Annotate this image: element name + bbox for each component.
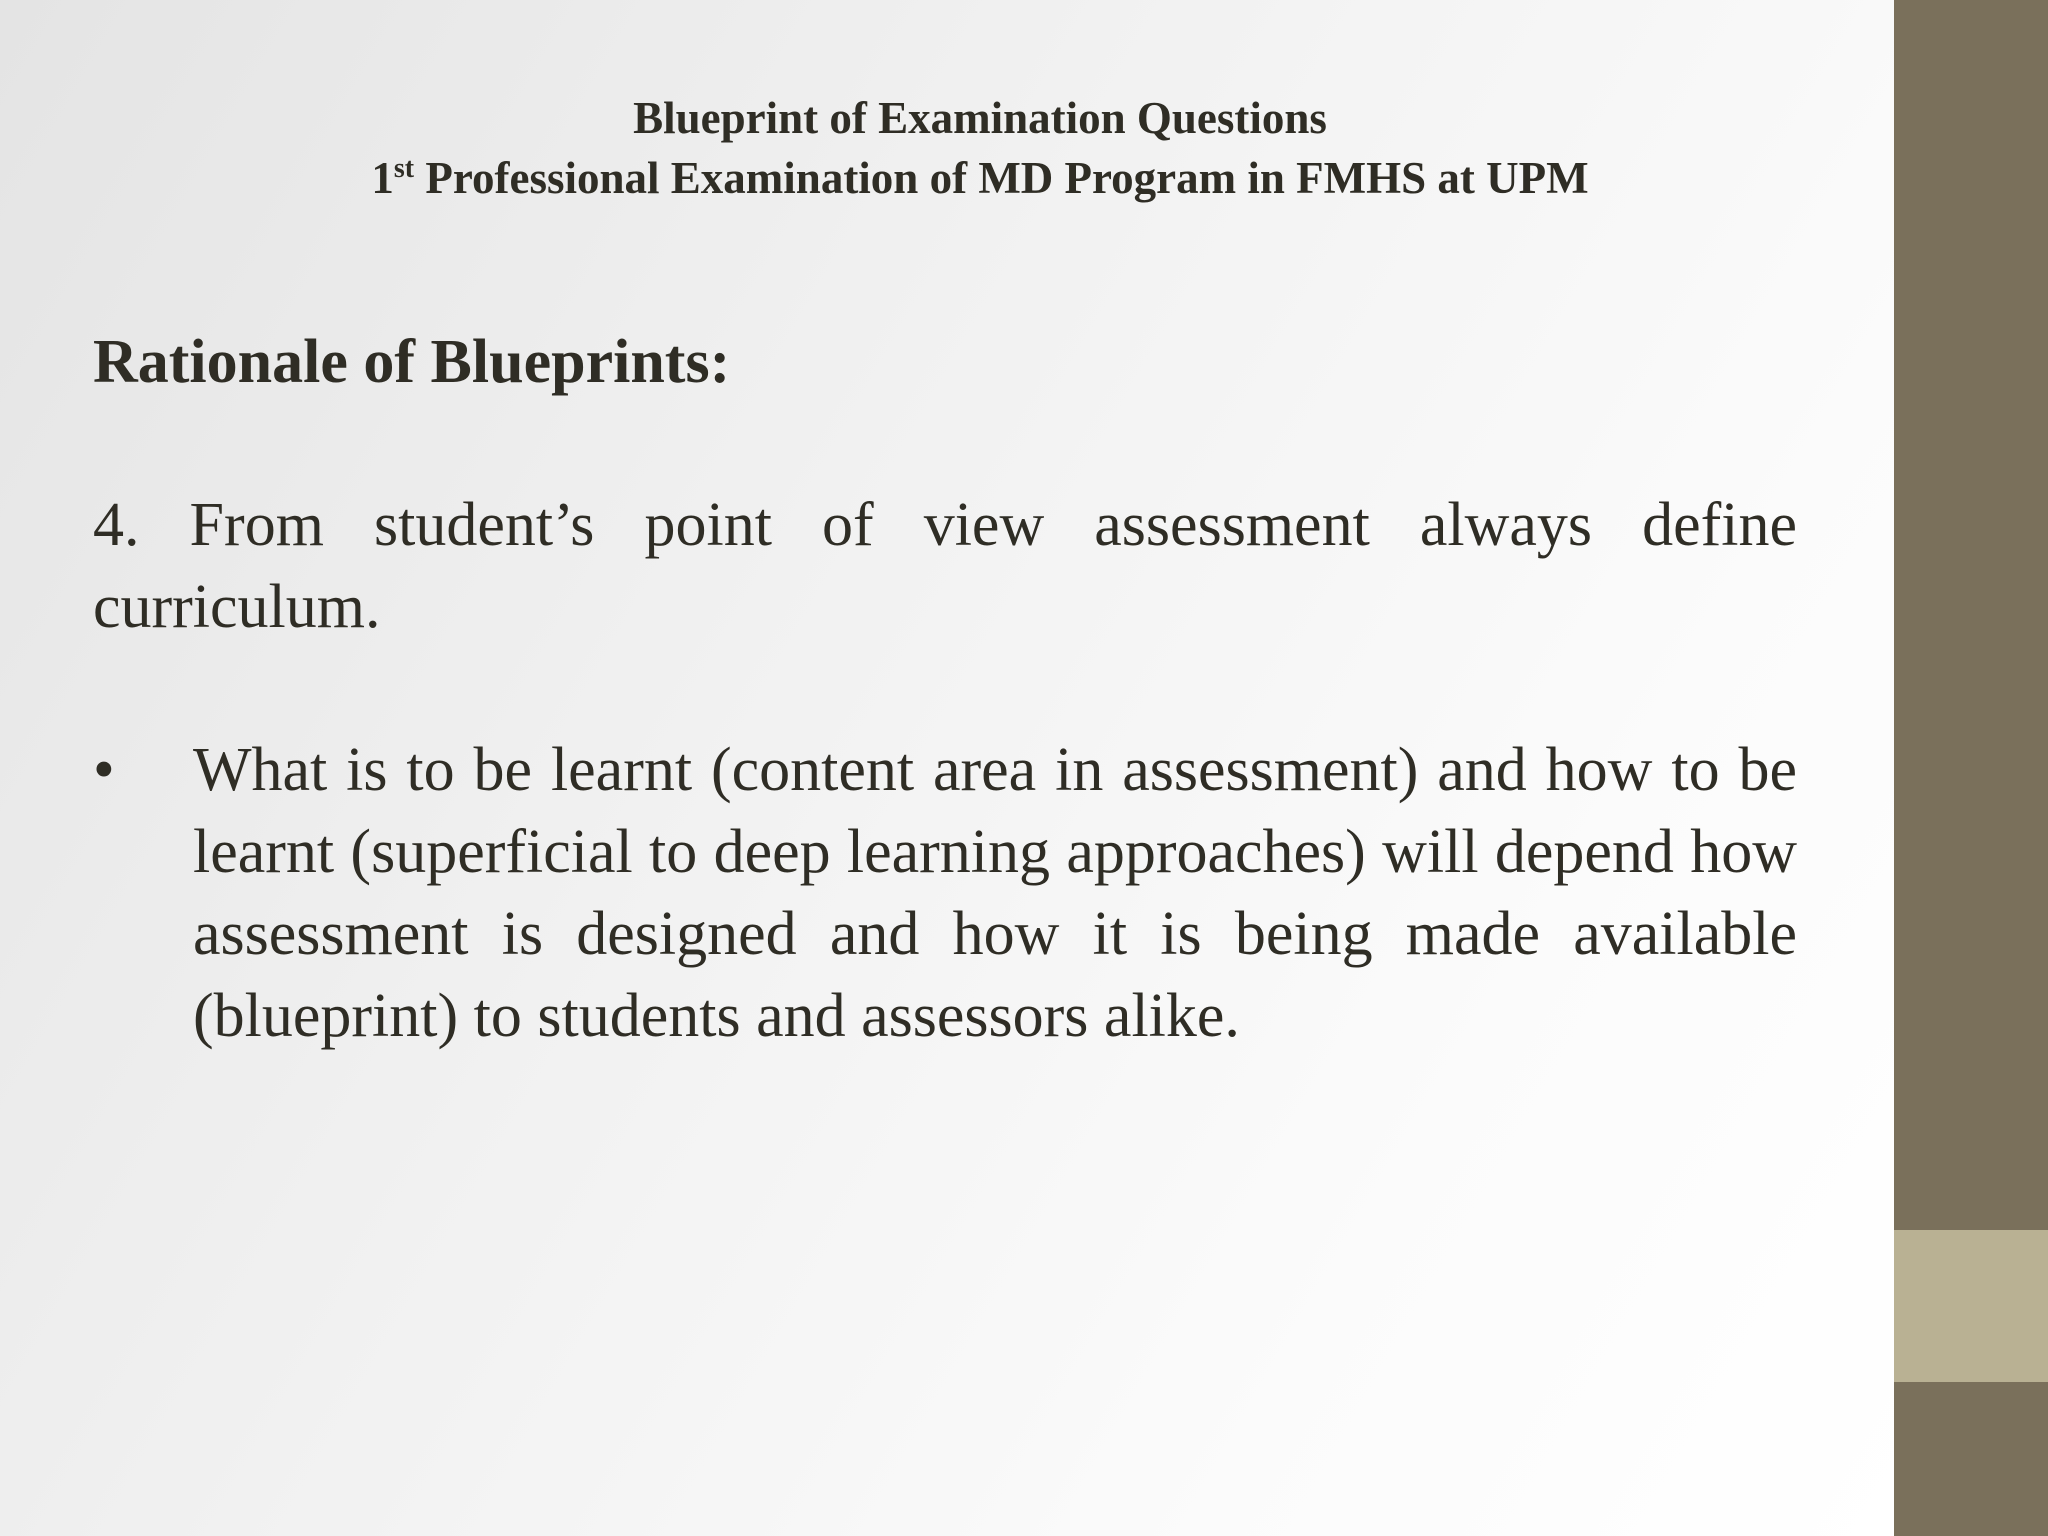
section-heading: Rationale of Blueprints:: [93, 328, 731, 396]
subtitle-ordinal-suffix: st: [393, 153, 415, 184]
bullet-text: What is to be learnt (content area in assessment) and how to be learnt (superficial to deep learning approaches) will depend how assessment is designed and how it is being made available (blueprint) to students and assessors alike.: [193, 736, 1797, 1050]
decorative-sidebar-accent: [1894, 1230, 2048, 1382]
numbered-point: 4. From student’s point of view assessment always define curriculum.: [93, 491, 1797, 641]
slide-header: [0, 88, 1960, 208]
subtitle-text: Professional Examination of MD Program in FMHS at UPM: [414, 153, 1589, 203]
subtitle-ordinal-number: 1: [371, 153, 394, 203]
slide-subtitle: [0, 148, 1960, 208]
slide-title: Blueprint of Examination Questions: [633, 93, 1327, 143]
bullet-icon: •: [93, 736, 115, 804]
